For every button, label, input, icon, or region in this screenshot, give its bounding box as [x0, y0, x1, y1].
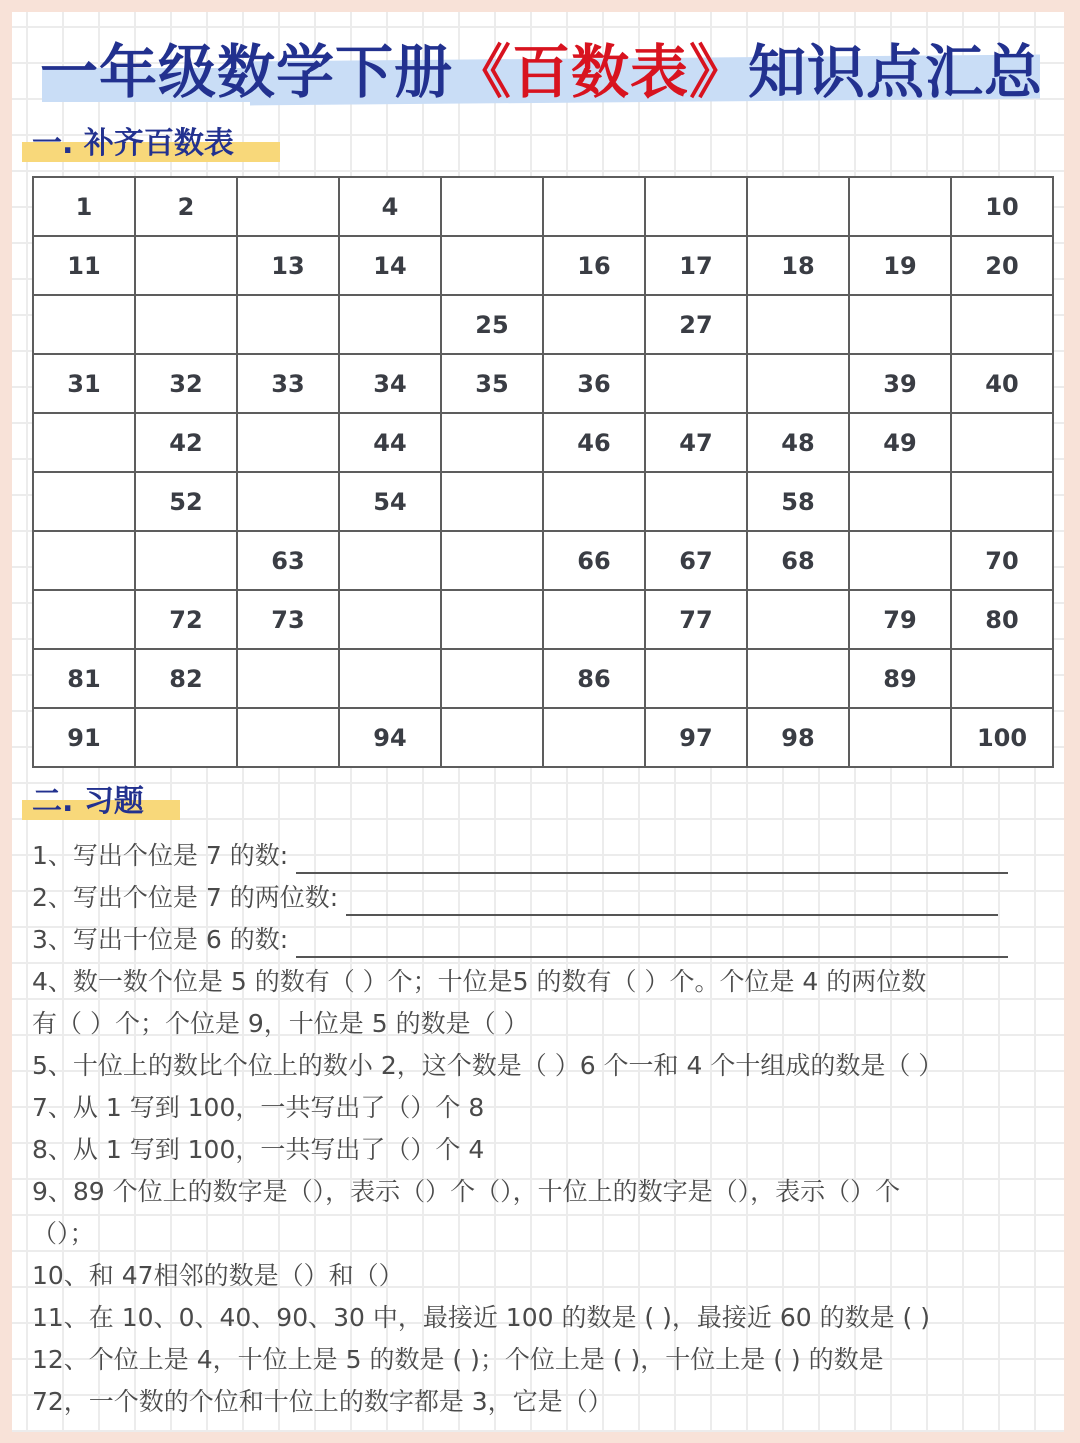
exercise-line: 7、从 1 写到 100，一共写出了（）个 8 [32, 1093, 485, 1122]
hundred-chart-blank-cell[interactable] [135, 708, 237, 767]
hundred-chart-blank-cell[interactable] [237, 472, 339, 531]
hundred-chart-blank-cell[interactable] [441, 531, 543, 590]
hundred-chart-cell: 73 [237, 590, 339, 649]
hundred-chart-cell: 98 [747, 708, 849, 767]
exercise-line: 5、十位上的数比个位上的数小 2，这个数是（ ）6 个一和 4 个十组成的数是（ ） [32, 1051, 944, 1080]
exercise-item [32, 880, 998, 916]
hundred-chart-blank-cell[interactable] [747, 649, 849, 708]
hundred-chart-blank-cell[interactable] [543, 590, 645, 649]
hundred-chart-blank-cell[interactable] [33, 413, 135, 472]
hundred-chart-cell: 63 [237, 531, 339, 590]
hundred-chart-blank-cell[interactable] [441, 590, 543, 649]
hundred-chart-blank-cell[interactable] [645, 472, 747, 531]
hundred-chart-blank-cell[interactable] [951, 413, 1053, 472]
hundred-chart-blank-cell[interactable] [33, 472, 135, 531]
hundred-chart-table [32, 176, 1054, 768]
hundred-chart-blank-cell[interactable] [135, 236, 237, 295]
hundred-chart-cell: 1 [33, 177, 135, 236]
hundred-chart-cell: 14 [339, 236, 441, 295]
hundred-chart-blank-cell[interactable] [339, 649, 441, 708]
hundred-chart-cell: 52 [135, 472, 237, 531]
hundred-chart-blank-cell[interactable] [237, 649, 339, 708]
hundred-chart-blank-cell[interactable] [951, 295, 1053, 354]
hundred-chart-blank-cell[interactable] [747, 354, 849, 413]
exercise-line: 11、在 10、0、40、90、30 中，最接近 100 的数是 ( )，最接近 60 的数是 ( ) [32, 1303, 930, 1332]
exercise-item [32, 838, 1008, 874]
hundred-chart-blank-cell[interactable] [543, 708, 645, 767]
hundred-chart-cell: 80 [951, 590, 1053, 649]
hundred-chart-blank-cell[interactable] [543, 295, 645, 354]
hundred-chart-cell: 18 [747, 236, 849, 295]
hundred-chart-blank-cell[interactable] [441, 236, 543, 295]
hundred-chart-cell: 77 [645, 590, 747, 649]
hundred-chart-row [33, 354, 1053, 413]
hundred-chart-row [33, 708, 1053, 767]
hundred-chart-cell: 70 [951, 531, 1053, 590]
exercise-line: 9、89 个位上的数字是（），表示（）个（），十位上的数字是（），表示（）个 [32, 1177, 901, 1206]
hundred-chart-blank-cell[interactable] [237, 708, 339, 767]
hundred-chart-cell: 91 [33, 708, 135, 767]
hundred-chart-blank-cell[interactable] [135, 531, 237, 590]
hundred-chart-cell: 81 [33, 649, 135, 708]
exercise-text: 1、写出个位是 7 的数: [32, 841, 297, 870]
hundred-chart-cell: 94 [339, 708, 441, 767]
hundred-chart-blank-cell[interactable] [339, 295, 441, 354]
hundred-chart-cell: 97 [645, 708, 747, 767]
section-heading-hundred-chart [22, 124, 282, 164]
hundred-chart-cell: 44 [339, 413, 441, 472]
hundred-chart-cell: 4 [339, 177, 441, 236]
hundred-chart-cell: 100 [951, 708, 1053, 767]
hundred-chart-cell: 67 [645, 531, 747, 590]
exercise-line: 10、和 47相邻的数是（）和（） [32, 1261, 404, 1290]
section-heading-text: 一. 补齐百数表 [32, 126, 234, 161]
answer-blank-field[interactable] [346, 884, 998, 916]
hundred-chart-row [33, 295, 1053, 354]
hundred-chart-cell: 39 [849, 354, 951, 413]
hundred-chart-cell: 32 [135, 354, 237, 413]
hundred-chart-blank-cell[interactable] [33, 531, 135, 590]
hundred-chart-cell: 33 [237, 354, 339, 413]
hundred-chart-cell: 66 [543, 531, 645, 590]
hundred-chart-cell: 19 [849, 236, 951, 295]
hundred-chart-blank-cell[interactable] [441, 649, 543, 708]
hundred-chart-cell: 86 [543, 649, 645, 708]
hundred-chart-blank-cell[interactable] [441, 472, 543, 531]
hundred-chart-cell: 11 [33, 236, 135, 295]
hundred-chart-cell: 82 [135, 649, 237, 708]
hundred-chart-cell: 34 [339, 354, 441, 413]
hundred-chart-cell: 49 [849, 413, 951, 472]
exercise-text: 2、写出个位是 7 的两位数: [32, 883, 347, 912]
section-heading-text: 二. 习题 [32, 784, 144, 819]
exercise-line: （）； [32, 1219, 95, 1248]
hundred-chart-cell: 2 [135, 177, 237, 236]
exercise-line: 72，一个数的个位和十位上的数字都是 3，它是（） [32, 1387, 613, 1416]
hundred-chart-blank-cell[interactable] [849, 472, 951, 531]
hundred-chart-cell: 16 [543, 236, 645, 295]
page-title [40, 32, 1044, 112]
hundred-chart-blank-cell[interactable] [747, 177, 849, 236]
hundred-chart-cell: 89 [849, 649, 951, 708]
hundred-chart-blank-cell[interactable] [441, 413, 543, 472]
exercise-line: 4、数一数个位是 5 的数有（ ）个；十位是5 的数有（ ）个。个位是 4 的两位数 [32, 967, 927, 996]
hundred-chart-cell: 25 [441, 295, 543, 354]
hundred-chart-blank-cell[interactable] [849, 708, 951, 767]
hundred-chart-cell: 10 [951, 177, 1053, 236]
hundred-chart-blank-cell[interactable] [33, 590, 135, 649]
hundred-chart-row [33, 590, 1053, 649]
hundred-chart-blank-cell[interactable] [747, 295, 849, 354]
hundred-chart-blank-cell[interactable] [441, 177, 543, 236]
hundred-chart-cell: 31 [33, 354, 135, 413]
hundred-chart-row [33, 177, 1053, 236]
hundred-chart-row [33, 649, 1053, 708]
exercise-text: 3、写出十位是 6 的数: [32, 925, 297, 954]
hundred-chart-blank-cell[interactable] [543, 177, 645, 236]
hundred-chart-blank-cell[interactable] [951, 472, 1053, 531]
hundred-chart-blank-cell[interactable] [645, 177, 747, 236]
hundred-chart-row [33, 531, 1053, 590]
hundred-chart-cell: 46 [543, 413, 645, 472]
hundred-chart-blank-cell[interactable] [747, 590, 849, 649]
hundred-chart-blank-cell[interactable] [339, 531, 441, 590]
hundred-chart-cell: 40 [951, 354, 1053, 413]
exercise-line: 有（ ）个；个位是 9，十位是 5 的数是（ ） [32, 1009, 529, 1038]
hundred-chart-blank-cell[interactable] [237, 413, 339, 472]
title-highlight: 《百数表》 [453, 38, 749, 106]
hundred-chart-blank-cell[interactable] [339, 590, 441, 649]
page-title-block [40, 32, 1044, 112]
answer-blank-field[interactable] [296, 842, 1008, 874]
hundred-chart-blank-cell[interactable] [135, 295, 237, 354]
hundred-chart-row [33, 413, 1053, 472]
hundred-chart-cell: 48 [747, 413, 849, 472]
hundred-chart-cell: 79 [849, 590, 951, 649]
hundred-chart-cell: 58 [747, 472, 849, 531]
hundred-chart-blank-cell[interactable] [849, 295, 951, 354]
hundred-chart-cell: 72 [135, 590, 237, 649]
hundred-chart-cell: 20 [951, 236, 1053, 295]
hundred-chart-cell: 27 [645, 295, 747, 354]
hundred-chart-cell: 13 [237, 236, 339, 295]
hundred-chart-cell: 54 [339, 472, 441, 531]
title-prefix: 一年级数学下册 [40, 38, 454, 106]
answer-blank-field[interactable] [296, 926, 1008, 958]
section-heading-exercises [22, 782, 182, 822]
title-suffix: 知识点汇总 [748, 38, 1044, 106]
hundred-chart-cell: 42 [135, 413, 237, 472]
exercise-line: 12、个位上是 4，十位上是 5 的数是 ( )；个位上是 ( )，十位上是 ( ) 的数是 [32, 1345, 884, 1374]
hundred-chart-cell: 36 [543, 354, 645, 413]
hundred-chart-blank-cell[interactable] [951, 649, 1053, 708]
hundred-chart-cell: 68 [747, 531, 849, 590]
hundred-chart-blank-cell[interactable] [645, 649, 747, 708]
hundred-chart-blank-cell[interactable] [441, 708, 543, 767]
exercise-line: 8、从 1 写到 100，一共写出了（）个 4 [32, 1135, 485, 1164]
hundred-chart-blank-cell[interactable] [237, 295, 339, 354]
hundred-chart-blank-cell[interactable] [237, 177, 339, 236]
hundred-chart-blank-cell[interactable] [645, 354, 747, 413]
hundred-chart-blank-cell[interactable] [543, 472, 645, 531]
hundred-chart-row [33, 472, 1053, 531]
hundred-chart-blank-cell[interactable] [33, 295, 135, 354]
hundred-chart-cell: 35 [441, 354, 543, 413]
hundred-chart-blank-cell[interactable] [849, 177, 951, 236]
hundred-chart-blank-cell[interactable] [849, 531, 951, 590]
hundred-chart-row [33, 236, 1053, 295]
exercise-item [32, 922, 1008, 958]
hundred-chart-cell: 17 [645, 236, 747, 295]
hundred-chart-cell: 47 [645, 413, 747, 472]
